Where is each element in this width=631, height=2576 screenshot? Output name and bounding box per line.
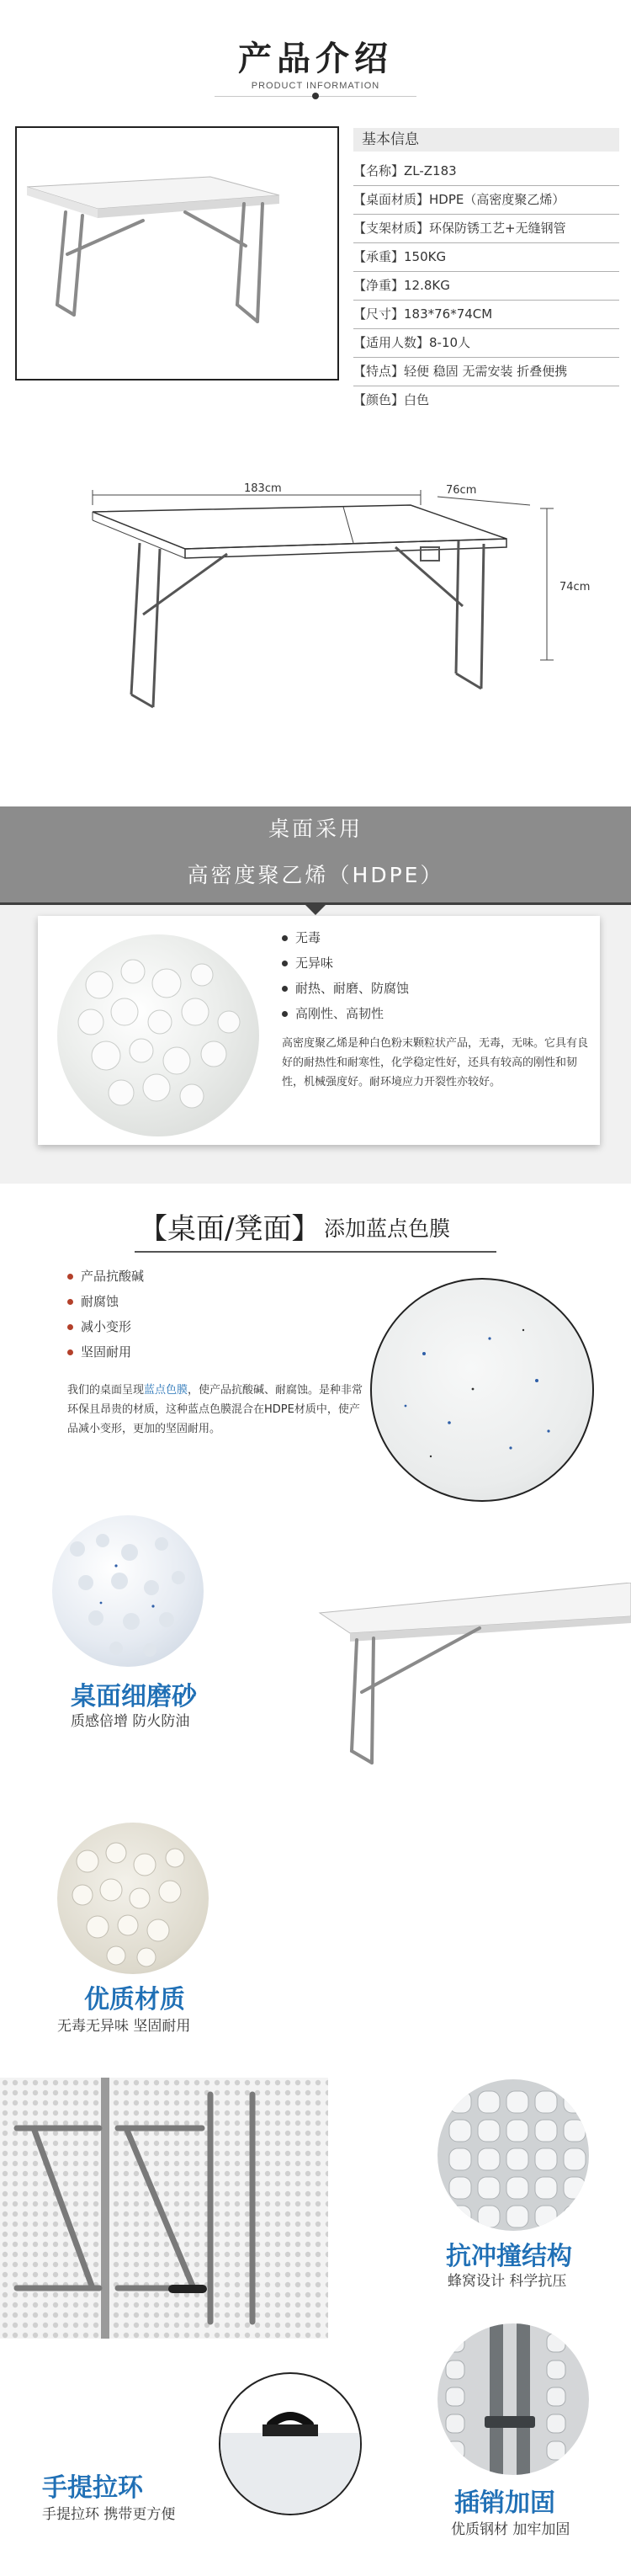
feature-title-anticollision: 抗冲撞结构 xyxy=(446,2242,572,2271)
spec-row-capacity: 【适用人数】8-10人 xyxy=(353,328,619,358)
feature-caption-latch: 优质钢材 加牢加固 xyxy=(451,2521,570,2538)
dim-height-label: 74cm xyxy=(559,581,591,593)
quality-material-pellets xyxy=(57,1823,209,1974)
material-bullet-4: 高刚性、高韧性 xyxy=(282,1004,384,1022)
honeycomb-structure-closeup xyxy=(437,2079,589,2231)
surface-title-underline xyxy=(135,1251,496,1253)
page-subtitle: PRODUCT INFORMATION xyxy=(251,81,380,91)
dim-length-label: 183cm xyxy=(244,482,282,495)
surface-bullet-2: 耐腐蚀 xyxy=(67,1292,119,1310)
dimension-drawing xyxy=(76,471,597,758)
spec-row-color: 【颜色】白色 xyxy=(353,392,430,407)
surface-desc-after: ，使产品抗酸碱、耐腐蚀。是种非常环保且昂贵的材质，这种蓝点色膜混合在HDPE材质中，使产品减小变形，更加的坚固耐用。 xyxy=(67,1384,363,1435)
carry-handle-closeup xyxy=(219,2372,362,2515)
page-title: 产品介绍 xyxy=(238,40,393,78)
feature-title-material: 优质材质 xyxy=(84,1985,185,2014)
material-bullet-3: 耐热、耐磨、防腐蚀 xyxy=(282,979,409,997)
material-header-pointer xyxy=(305,905,326,915)
spec-row-frame-material: 【支架材质】环保防锈工艺+无缝钢管 xyxy=(353,214,619,243)
feature-caption-anticollision: 蜂窝设计 科学抗压 xyxy=(448,2273,567,2290)
feature-caption-handle: 手提拉环 携带更方便 xyxy=(42,2506,176,2523)
spec-row-size: 【尺寸】183*76*74CM xyxy=(353,300,619,329)
surface-desc-before: 我们的桌面呈现 xyxy=(67,1384,145,1397)
blue-dot-surface-closeup xyxy=(370,1278,594,1502)
spec-row-weight: 【净重】12.8KG xyxy=(353,271,619,301)
pellet-photo xyxy=(57,934,259,1136)
folded-table-underside xyxy=(0,2078,328,2339)
feature-title-handle: 手提拉环 xyxy=(42,2473,143,2503)
surface-bullet-4: 坚固耐用 xyxy=(67,1343,131,1360)
material-title-line1: 桌面采用 xyxy=(268,817,363,841)
latch-reinforcement-closeup xyxy=(437,2323,589,2475)
material-description: 高密度聚乙烯是种白色粉末颗粒状产品，无毒，无味。它具有良好的耐热性和耐寒性，化学稳定性好，还具有较高的刚性和韧性，机械强度好。耐环境应力开裂性亦较好。 xyxy=(282,1037,589,1088)
spec-heading: 基本信息 xyxy=(353,128,619,152)
table-side-photo xyxy=(311,1583,631,1768)
dim-width-label: 76cm xyxy=(446,484,477,497)
surface-bullet-3: 减小变形 xyxy=(67,1317,131,1335)
surface-desc-highlight: 蓝点色膜 xyxy=(144,1384,188,1397)
surface-subtitle: 添加蓝点色膜 xyxy=(324,1216,451,1241)
feature-caption-sanding: 质感倍增 防火防油 xyxy=(71,1713,190,1730)
material-title-line2: 高密度聚乙烯（HDPE） xyxy=(187,863,444,887)
spec-row-top-material: 【桌面材质】HDPE（高密度聚乙烯） xyxy=(353,185,619,215)
surface-description xyxy=(67,1381,370,1439)
spec-row-load: 【承重】150KG xyxy=(353,242,619,272)
surface-bullet-1: 产品抗酸碱 xyxy=(67,1267,144,1285)
feature-title-sanding: 桌面细磨砂 xyxy=(71,1682,197,1711)
material-bullet-2: 无异味 xyxy=(282,954,333,971)
surface-title: 【桌面/凳面】 xyxy=(139,1212,321,1246)
fine-sanding-closeup xyxy=(52,1515,204,1667)
header-divider-dot xyxy=(312,93,319,99)
spec-row-features: 【特点】轻便 稳固 无需安装 折叠便携 xyxy=(353,357,619,386)
material-bullet-1: 无毒 xyxy=(282,929,321,946)
feature-title-latch: 插销加固 xyxy=(454,2488,555,2518)
folding-table-image xyxy=(17,128,337,379)
product-photo-frame xyxy=(15,126,339,381)
spec-row-name: 【名称】ZL-Z183 xyxy=(353,157,619,186)
feature-caption-material: 无毒无异味 坚固耐用 xyxy=(57,2018,191,2035)
